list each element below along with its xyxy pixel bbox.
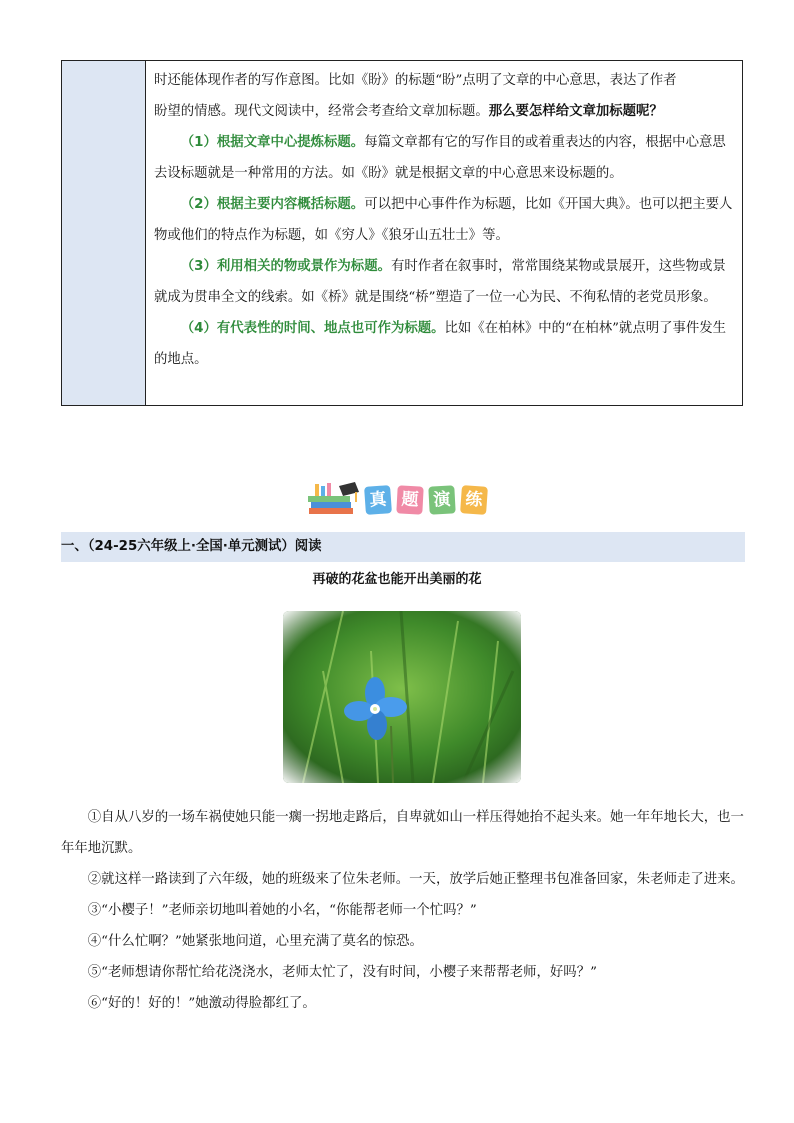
- banner-char-2: 题: [396, 485, 423, 514]
- intro-line-2: [154, 96, 736, 127]
- intro-line-1: 时还能体现作者的写作意图。比如《盼》的标题“盼”点明了文章的中心意思，表达了作者: [154, 73, 677, 88]
- books-icon: [305, 482, 363, 520]
- method-3-heading: （3）利用相关的物或景作为标题。: [180, 259, 391, 274]
- method-4-body: 比如《在柏林》中的“在柏林”就点明了事件发生的地点。: [154, 321, 727, 367]
- banner-char-3: 演: [428, 485, 455, 514]
- banner-char-1: 真: [364, 485, 392, 515]
- method-2: [154, 189, 736, 251]
- method-1-heading: （1）根据文章中心提炼标题。: [180, 135, 365, 150]
- banner-char-4: 练: [460, 485, 488, 515]
- paragraph-1: ①自从八岁的一场车祸使她只能一瘸一拐地走路后，自卑就如山一样压得她抬不起头来。她一年年地长大，也一年年地沉默。: [61, 810, 744, 856]
- paragraph-3: ③“小樱子！”老师亲切地叫着她的小名，“你能帮老师一个忙吗？”: [87, 903, 477, 918]
- table-content-cell: [154, 65, 736, 375]
- method-3: [154, 251, 736, 313]
- method-1: [154, 127, 736, 189]
- article-body: [61, 802, 745, 1019]
- paragraph-6: ⑥“好的！好的！”她激动得脸都红了。: [87, 996, 316, 1011]
- method-2-body: 可以把中心事件作为标题，比如《开国大典》。也可以把主要人物或他们的特点作为标题，如《穷人》《狼牙山五壮士》等。: [154, 197, 733, 243]
- intro-text: 盼望的情感。现代文阅读中，经常会考查给文章加标题。: [154, 104, 489, 119]
- paragraph-4: ④“什么忙啊？”她紧张地问道，心里充满了莫名的惊恐。: [87, 934, 423, 949]
- table-label-cell: [62, 61, 146, 405]
- article-title: 再破的花盆也能开出美丽的花: [312, 572, 482, 587]
- flower-photo: [283, 611, 521, 783]
- method-4: [154, 313, 736, 375]
- blue-flower-image: [283, 611, 521, 783]
- paragraph-5: ⑤“老师想请你帮忙给花浇浇水，老师太忙了，没有时间，小樱子来帮帮老师，好吗？”: [87, 965, 597, 980]
- section-heading: 一、（24-25六年级上·全国·单元测试）阅读: [61, 532, 745, 562]
- method-table: [61, 60, 743, 406]
- intro-question: 那么要怎样给文章加标题呢？: [488, 104, 663, 119]
- paragraph-2: ②就这样一路读到了六年级，她的班级来了位朱老师。一天，放学后她正整理书包准备回家，朱老师走了进来。: [87, 872, 744, 887]
- method-4-heading: （4）有代表性的时间、地点也可作为标题。: [180, 321, 445, 336]
- banner-title: [365, 486, 487, 514]
- practice-banner: [305, 482, 495, 520]
- method-3-body: 有时作者在叙事时，常常围绕某物或景展开，这些物或景就成为贯串全文的线索。如《桥》就是围绕“桥”塑造了一位一心为民、不徇私情的老党员形象。: [154, 259, 726, 305]
- method-2-heading: （2）根据主要内容概括标题。: [180, 197, 365, 212]
- method-1-body: 每篇文章都有它的写作目的或着重表达的内容，根据中心意思去设标题就是一种常用的方法。如《盼》就是根据文章的中心意思来设标题的。: [154, 135, 726, 181]
